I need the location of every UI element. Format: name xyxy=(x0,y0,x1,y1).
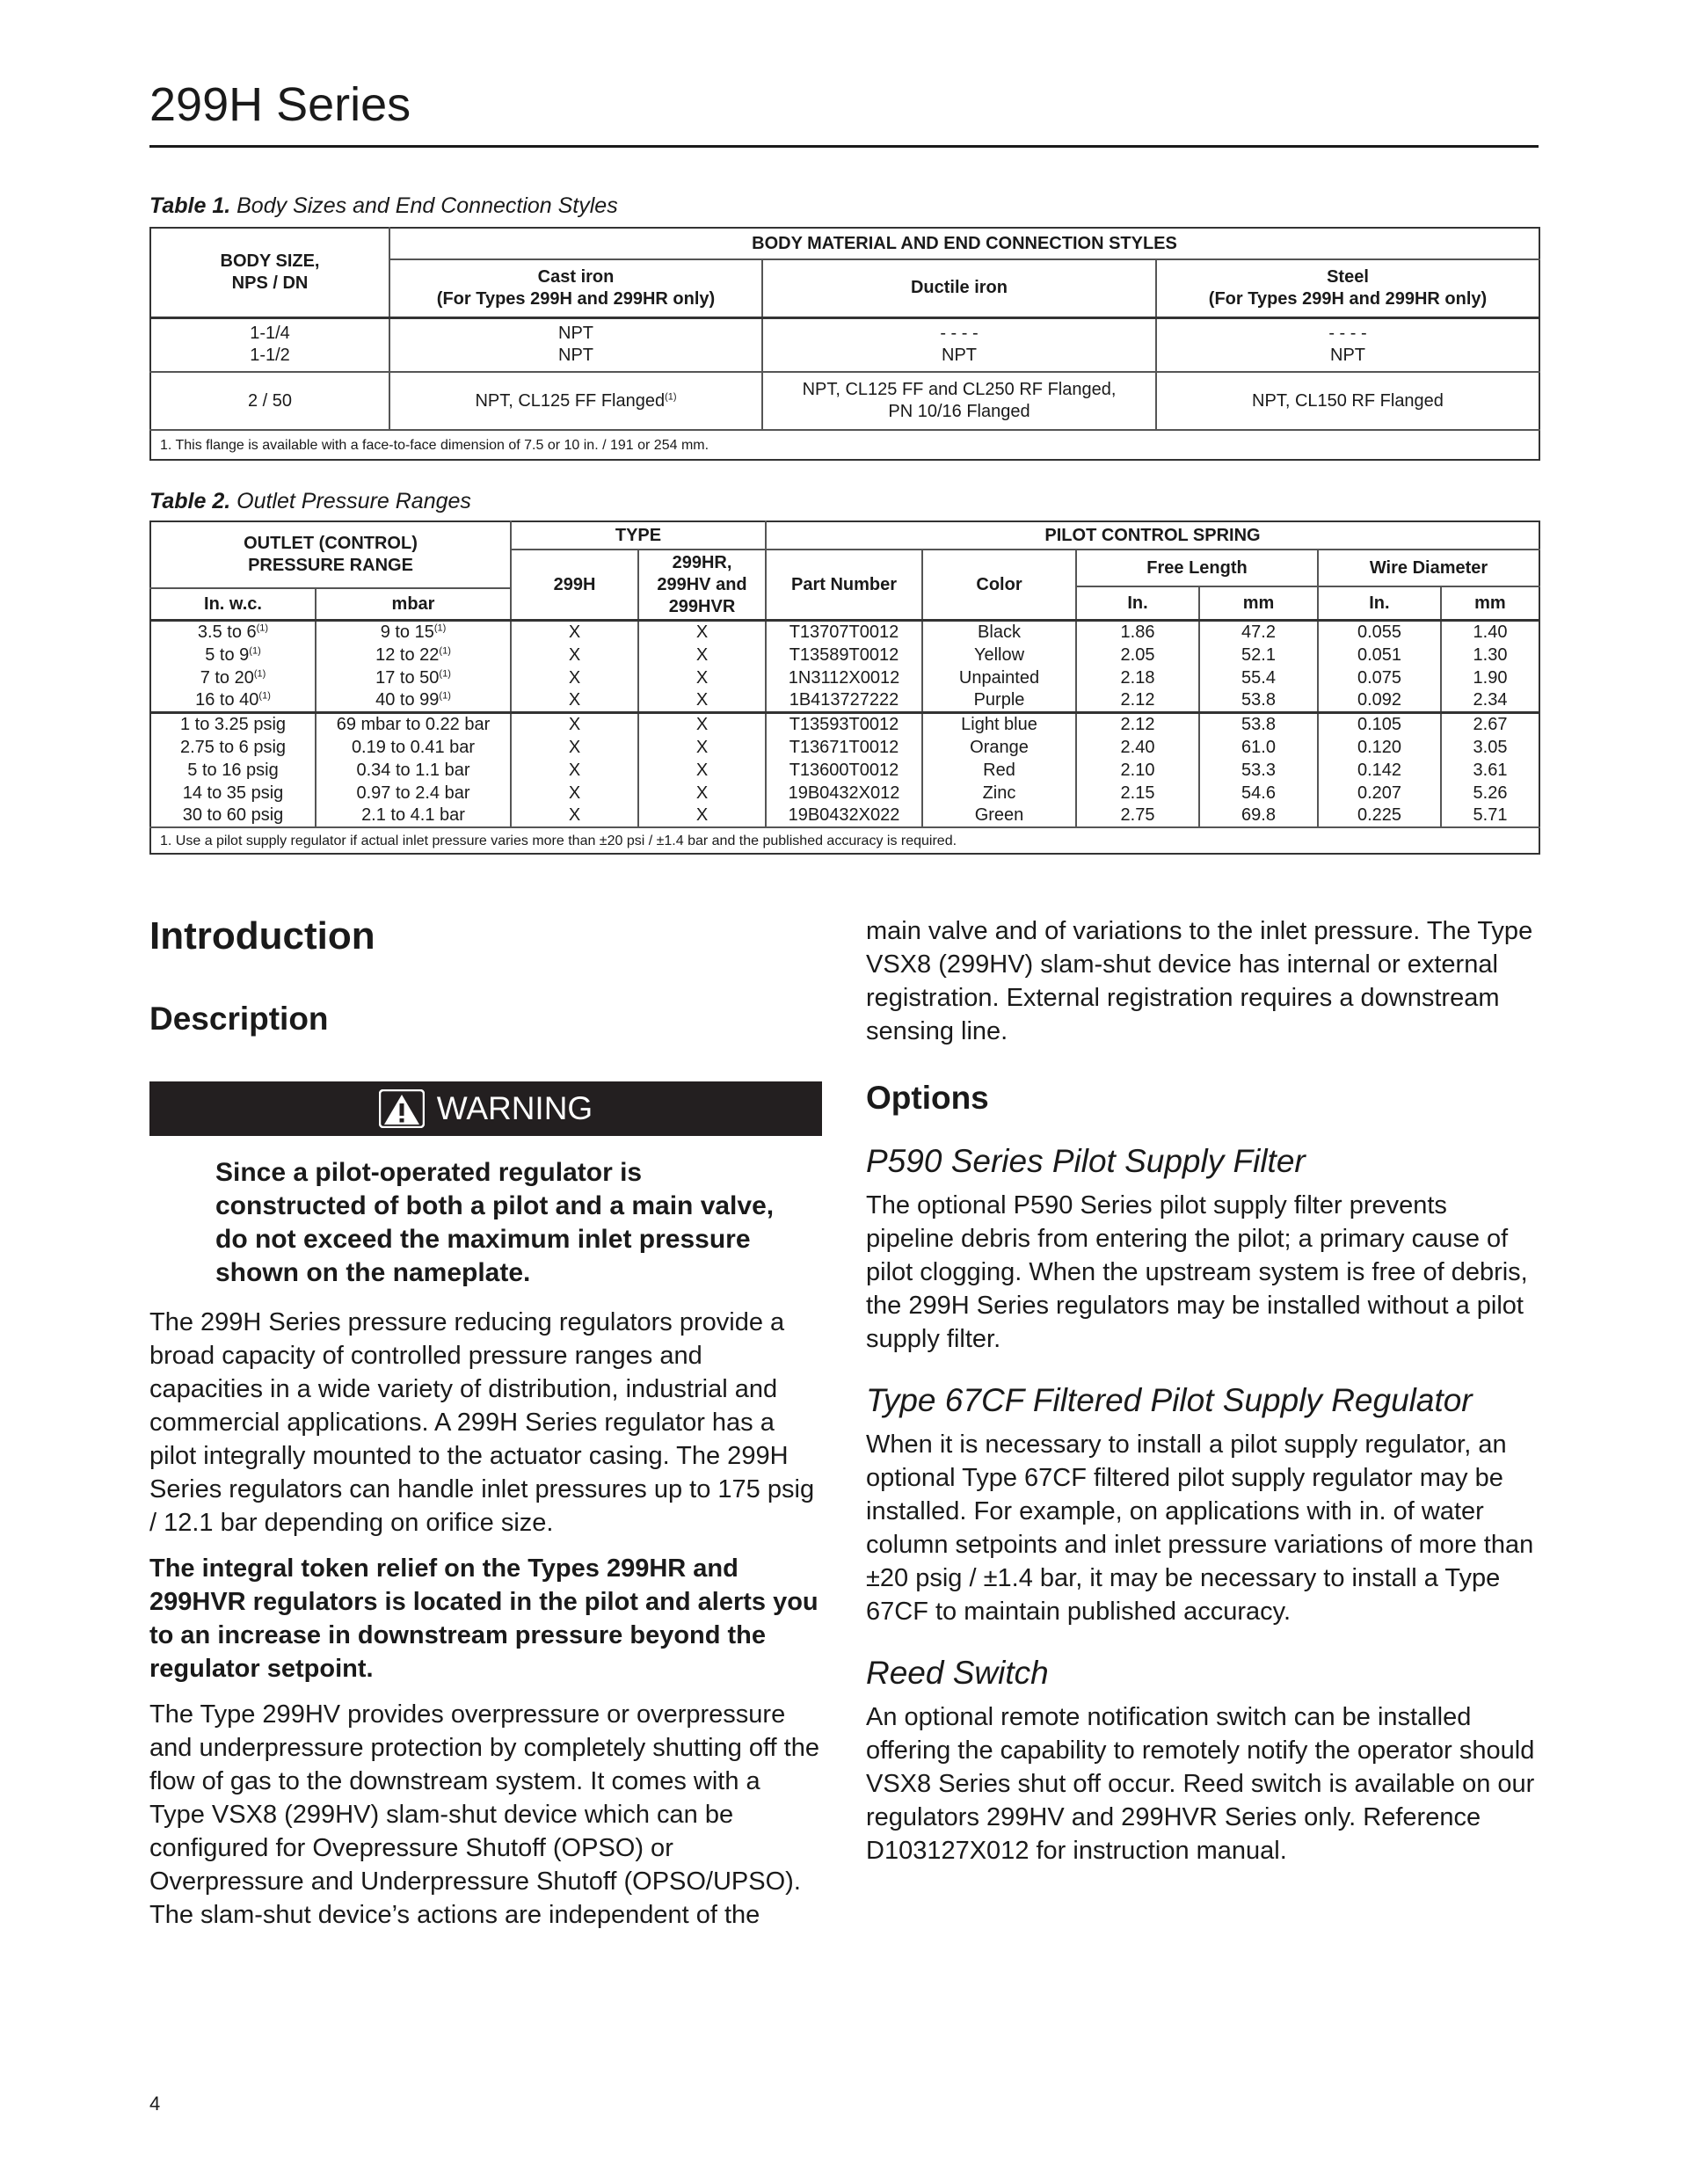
t2-cell-text: 1.86 xyxy=(1120,622,1155,642)
t2-cell xyxy=(1441,759,1539,782)
t2-cell xyxy=(1199,689,1318,713)
t2-cell-text: 1.30 xyxy=(1473,644,1508,665)
warning-label: WARNING xyxy=(436,1090,593,1126)
t2-cell-text: Zinc xyxy=(982,783,1016,803)
table1-caption-label: Table 1. xyxy=(149,193,231,218)
t2-cell xyxy=(150,736,316,759)
paragraph: The 299H Series pressure reducing regulators provide a broad capacity of controlled pressure ranges and capacities in a wide variety of distribution, industrial and commercial applications. A 299H Series regulator has a pilot integrally mounted to the actuator casing. The 299H Series regulators can handle inlet pressures up to 175 psig / 12.1 bar depending on orifice size. xyxy=(149,1308,815,1537)
t2-cell xyxy=(1318,782,1441,804)
paragraph-bold: The integral token relief on the Types 299HR and 299HVR regulators is located in the pilot and alerts you to an increase in downstream pressure beyond the regulator setpoint. xyxy=(149,1554,819,1683)
t2-cell xyxy=(316,713,511,737)
t2-cell-text: 2.05 xyxy=(1120,644,1155,665)
t2-cell-text: 40 to 99 xyxy=(375,690,440,710)
t2-cell-text: 5 to 9 xyxy=(205,644,250,665)
t2-cell-text: 9 to 15 xyxy=(380,622,434,642)
t2-cell xyxy=(1199,713,1318,737)
t2-cell xyxy=(922,804,1076,827)
t2-cell-text: X xyxy=(695,690,709,710)
t2-cell-text: 5 to 16 psig xyxy=(187,760,279,780)
t2-cell-text: Purple xyxy=(973,690,1025,710)
t2-cell xyxy=(150,621,316,644)
page-title: 299H Series xyxy=(149,78,411,131)
page-number: 4 xyxy=(149,2093,161,2115)
t2-head-free: Free Length xyxy=(1076,550,1318,586)
t2-cell-text: T13593T0012 xyxy=(789,715,899,734)
t2-cell xyxy=(1318,689,1441,713)
table2-caption-text: Outlet Pressure Ranges xyxy=(230,489,471,513)
t2-cell-text: 2.1 to 4.1 bar xyxy=(361,805,465,825)
t2-cell-text: 2.18 xyxy=(1120,667,1155,688)
t2-cell-text: Green xyxy=(974,805,1024,825)
t2-cell-text: 2.12 xyxy=(1120,715,1155,734)
t2-head-299h: 299H xyxy=(511,550,638,621)
t2-cell-text: 19B0432X012 xyxy=(788,783,900,803)
t2-cell-text: 1N3112X0012 xyxy=(788,667,900,688)
paragraph: The Type 299HV provides overpressure or overpressure and underpressure protection by completely shutting off the flow of gas to the downstream system. It comes with a Type VSX8 (299HV) slam-shut device which can be configured for Ovepressure Shutoff (OPSO) or Overpressure and Underpressure Shutoff (OPSO/UPSO). The slam-shut device’s actions are independent of the xyxy=(149,1700,819,1929)
t2-cell-text: 0.075 xyxy=(1357,667,1402,688)
introduction-heading: Introduction xyxy=(149,914,375,957)
t2-cell xyxy=(316,666,511,689)
t2-cell-text: X xyxy=(568,644,581,665)
t2-cell-text: 0.34 to 1.1 bar xyxy=(356,760,470,780)
t2-cell xyxy=(766,644,922,666)
t2-cell xyxy=(150,689,316,713)
t2-cell-text: 2.67 xyxy=(1473,715,1508,734)
t2-cell xyxy=(511,666,638,689)
t2-cell xyxy=(316,782,511,804)
t2-cell xyxy=(922,621,1076,644)
t2-head-mm1: mm xyxy=(1198,587,1317,619)
t2-cell xyxy=(150,713,316,737)
t2-cell xyxy=(766,689,922,713)
t2-cell-text: T13589T0012 xyxy=(789,644,899,665)
t2-cell-text: 53.3 xyxy=(1241,760,1276,780)
t2-cell xyxy=(1441,689,1539,713)
t2-cell xyxy=(1199,644,1318,666)
t2-cell xyxy=(766,621,922,644)
footnote-ref: (1) xyxy=(439,644,451,656)
t2-cell-text: X xyxy=(568,715,581,734)
t2-cell-text: 0.120 xyxy=(1357,737,1402,757)
t2-cell xyxy=(1076,644,1199,666)
table-row xyxy=(150,689,1539,713)
t2-cell xyxy=(1318,736,1441,759)
t2-cell-text: 0.142 xyxy=(1357,760,1402,780)
t2-cell-text: X xyxy=(568,690,581,710)
footnote-ref: (1) xyxy=(256,622,269,634)
t2-cell xyxy=(1318,759,1441,782)
t2-cell xyxy=(1076,736,1199,759)
t2-cell xyxy=(1441,782,1539,804)
t2-cell xyxy=(1318,804,1441,827)
options-heading: Options xyxy=(866,1080,989,1116)
t2-cell xyxy=(511,804,638,827)
t2-head-outlet: OUTLET (CONTROL) PRESSURE RANGE xyxy=(244,534,418,576)
table2 xyxy=(149,521,1540,855)
t2-head-mbar: mbar xyxy=(316,588,511,620)
t2-cell xyxy=(638,782,766,804)
t2-cell-text: 69.8 xyxy=(1241,805,1276,825)
footnote-ref: (1) xyxy=(439,667,451,679)
t2-cell xyxy=(1199,621,1318,644)
table-row xyxy=(150,666,1539,689)
t2-cell-text: X xyxy=(568,622,581,642)
t2-cell xyxy=(1318,644,1441,666)
t2-cell-text: 3.61 xyxy=(1473,760,1508,780)
t2-cell xyxy=(511,782,638,804)
t2-cell-text: 0.19 to 0.41 bar xyxy=(351,737,476,757)
t2-cell xyxy=(1076,713,1199,737)
t2-cell-text: X xyxy=(568,805,581,825)
t2-cell xyxy=(766,782,922,804)
t2-cell-text: 53.8 xyxy=(1241,690,1276,710)
t2-cell-text: 2.10 xyxy=(1120,760,1155,780)
t2-cell-text: Yellow xyxy=(973,644,1025,665)
t2-cell xyxy=(1441,644,1539,666)
t2-cell xyxy=(922,644,1076,666)
t2-cell-text: X xyxy=(695,715,709,734)
t2-cell xyxy=(1199,666,1318,689)
t2-cell-text: 2.12 xyxy=(1120,690,1155,710)
t2-cell-text: 7 to 20 xyxy=(200,667,254,688)
t2-cell-text: 0.105 xyxy=(1357,715,1402,734)
paragraph: The optional P590 Series pilot supply filter prevents pipeline debris from entering the pilot; a primary cause of pilot clogging. When the upstream system is free of debris, the 299H Series regulators may be installed without a pilot supply filter. xyxy=(866,1191,1528,1353)
table2-caption-label: Table 2. xyxy=(149,489,231,513)
t2-cell xyxy=(1441,804,1539,827)
t2-cell-text: X xyxy=(695,760,709,780)
t2-cell xyxy=(316,621,511,644)
t2-cell xyxy=(922,666,1076,689)
t2-cell xyxy=(922,782,1076,804)
table-row xyxy=(150,804,1539,827)
t2-cell-text: 0.055 xyxy=(1357,622,1402,642)
t2-cell xyxy=(1199,736,1318,759)
t2-cell-text: X xyxy=(568,783,581,803)
t1-cell: NPT, CL125 FF and CL250 RF Flanged, PN 10/16 Flanged xyxy=(762,372,1156,430)
t2-head-in1: In. xyxy=(1127,593,1148,613)
t2-cell xyxy=(766,804,922,827)
t2-head-color: Color xyxy=(922,550,1076,621)
reed-switch-heading: Reed Switch xyxy=(866,1655,1049,1691)
t2-cell-text: 1 to 3.25 psig xyxy=(179,715,287,734)
t2-cell xyxy=(1076,621,1199,644)
footnote-ref: (1) xyxy=(253,667,266,679)
t2-head-spring: PILOT CONTROL SPRING xyxy=(766,521,1539,550)
t2-cell xyxy=(316,736,511,759)
t2-cell-text: 2.75 to 6 psig xyxy=(179,737,287,757)
t2-cell-text: Black xyxy=(978,622,1021,642)
t2-cell xyxy=(150,666,316,689)
t1-head-steel: Steel (For Types 299H and 299HR only) xyxy=(1156,259,1539,317)
t2-cell xyxy=(766,759,922,782)
t1-head-ductile: Ductile iron xyxy=(762,259,1156,317)
t2-cell-text: 61.0 xyxy=(1241,737,1276,757)
t2-cell xyxy=(511,759,638,782)
footnote-ref: (1) xyxy=(439,690,451,702)
right-column xyxy=(866,914,1539,1880)
t2-cell-text: 14 to 35 psig xyxy=(182,783,284,803)
t2-cell-text: 47.2 xyxy=(1241,622,1276,642)
footnote-ref: (1) xyxy=(433,622,447,634)
t2-cell-text: 1.40 xyxy=(1473,622,1508,642)
t2-cell-text: T13707T0012 xyxy=(789,622,899,642)
table-row xyxy=(150,372,1539,430)
t2-cell xyxy=(1076,759,1199,782)
t2-cell xyxy=(316,644,511,666)
t2-cell xyxy=(1199,782,1318,804)
t2-cell-text: Red xyxy=(983,760,1015,780)
footnote-ref: (1) xyxy=(258,690,271,702)
t2-cell-text: 2.15 xyxy=(1120,783,1155,803)
footnote-ref: (1) xyxy=(665,390,677,402)
t2-cell-text: Light blue xyxy=(961,715,1037,734)
t1-cell: 2 / 50 xyxy=(150,372,389,430)
table1-caption-text: Body Sizes and End Connection Styles xyxy=(230,193,618,218)
t2-cell xyxy=(638,621,766,644)
t2-cell xyxy=(1441,736,1539,759)
t2-cell xyxy=(766,736,922,759)
t2-cell-text: X xyxy=(695,805,709,825)
warning-text: Since a pilot-operated regulator is constructed of both a pilot and a main valve, do not exceed the maximum inlet pressure shown on the nameplate. xyxy=(215,1158,775,1287)
t2-cell-text: 69 mbar to 0.22 bar xyxy=(336,715,491,734)
t2-cell xyxy=(638,759,766,782)
t2-head-inwc: In. w.c. xyxy=(150,588,316,620)
t2-head-wire: Wire Diameter xyxy=(1318,550,1539,586)
t2-cell-text: 5.71 xyxy=(1473,805,1508,825)
t2-cell xyxy=(1076,782,1199,804)
t2-head-mm2: mm xyxy=(1440,587,1539,619)
t2-cell xyxy=(1441,713,1539,737)
t2-cell-text: 52.1 xyxy=(1241,644,1276,665)
t1-cell: NPT NPT xyxy=(389,317,762,372)
t2-cell-text: Orange xyxy=(970,737,1029,757)
description-heading: Description xyxy=(149,1001,329,1037)
t2-cell xyxy=(922,713,1076,737)
t2-head-part: Part Number xyxy=(766,550,922,621)
table1 xyxy=(149,227,1540,461)
t2-cell xyxy=(150,759,316,782)
t2-cell-text: 1B413727222 xyxy=(789,690,899,710)
t2-head-in2: In. xyxy=(1369,593,1390,613)
t1-cell-text: NPT, CL125 FF Flanged xyxy=(475,390,666,411)
t2-cell xyxy=(316,759,511,782)
table1-caption xyxy=(149,193,618,219)
t1-cell: - - - - NPT xyxy=(762,317,1156,372)
t2-cell-text: 5.26 xyxy=(1473,783,1508,803)
t2-head-in-2 xyxy=(1318,586,1539,621)
table-row xyxy=(150,644,1539,666)
t2-cell-text: 30 to 60 psig xyxy=(182,805,284,825)
67cf-heading: Type 67CF Filtered Pilot Supply Regulator xyxy=(866,1382,1473,1418)
t2-cell xyxy=(1318,621,1441,644)
t2-cell xyxy=(1199,804,1318,827)
t1-head-body-size: BODY SIZE, NPS / DN xyxy=(150,228,389,317)
t2-cell-text: T13600T0012 xyxy=(789,760,899,780)
t2-cell xyxy=(638,689,766,713)
t2-cell xyxy=(922,689,1076,713)
t2-cell-text: X xyxy=(568,760,581,780)
t2-cell-text: 19B0432X022 xyxy=(788,805,900,825)
header-rule xyxy=(149,145,1539,148)
warning-triangle-icon xyxy=(379,1089,425,1128)
t1-cell: 1-1/4 1-1/2 xyxy=(250,324,290,366)
t2-cell xyxy=(922,759,1076,782)
t1-head-cast: Cast iron (For Types 299H and 299HR only) xyxy=(389,259,762,317)
t2-cell-text: X xyxy=(695,737,709,757)
t2-cell-text: X xyxy=(695,783,709,803)
t2-cell xyxy=(511,736,638,759)
t2-cell-text: 2.75 xyxy=(1120,805,1155,825)
p590-heading: P590 Series Pilot Supply Filter xyxy=(866,1143,1306,1179)
t1-footnote: 1. This flange is available with a face-to-face dimension of 7.5 or 10 in. / 191 or 254 mm. xyxy=(150,430,1539,460)
t2-cell xyxy=(638,804,766,827)
t2-head-type: TYPE xyxy=(511,521,766,550)
t2-cell-text: Unpainted xyxy=(958,667,1040,688)
t2-cell-text: 12 to 22 xyxy=(375,644,440,665)
t2-cell xyxy=(150,782,316,804)
paragraph: An optional remote notification switch can be installed offering the capability to remotely notify the operator should VSX8 Series shut off occur. Reed switch is available on our regulators 299HV and 299HVR Series only. Reference D103127X012 for instruction manual. xyxy=(866,1703,1535,1865)
table-row xyxy=(150,759,1539,782)
t2-cell-text: 55.4 xyxy=(1241,667,1276,688)
t2-cell xyxy=(1199,759,1318,782)
t1-cell: - - - - NPT xyxy=(1156,317,1539,372)
table-row xyxy=(150,317,1539,372)
t2-cell xyxy=(1076,666,1199,689)
t2-cell xyxy=(150,644,316,666)
t2-head-in-1 xyxy=(1076,586,1318,621)
t1-cell: NPT, CL150 RF Flanged xyxy=(1156,372,1539,430)
t2-cell xyxy=(511,644,638,666)
t2-cell-text: 0.207 xyxy=(1357,783,1402,803)
t2-cell-text: 17 to 50 xyxy=(375,667,440,688)
t2-cell xyxy=(150,804,316,827)
t2-cell-text: 3.05 xyxy=(1473,737,1508,757)
t2-cell-text: 54.6 xyxy=(1241,783,1276,803)
paragraph: When it is necessary to install a pilot supply regulator, an optional Type 67CF filtered pilot supply regulator may be installed. For example, on applications with in. of water column setpoints and inlet pressure variations of more than ±20 psig / ±1.4 bar, it may be necessary to install a Type 67CF to maintain published accuracy. xyxy=(866,1431,1534,1626)
t1-head-group: BODY MATERIAL AND END CONNECTION STYLES xyxy=(389,228,1539,259)
t2-cell xyxy=(1318,666,1441,689)
t2-cell xyxy=(638,736,766,759)
t2-cell-text: X xyxy=(568,667,581,688)
table-row xyxy=(150,713,1539,737)
t2-cell-text: 2.40 xyxy=(1120,737,1155,757)
t2-cell xyxy=(922,736,1076,759)
t2-cell xyxy=(638,713,766,737)
t2-cell xyxy=(1318,713,1441,737)
t2-cell-text: 3.5 to 6 xyxy=(197,622,257,642)
t2-cell-text: 0.225 xyxy=(1357,805,1402,825)
t2-cell xyxy=(766,666,922,689)
t2-head-299hr: 299HR, 299HV and 299HVR xyxy=(638,550,766,621)
t2-cell-text: T13671T0012 xyxy=(789,737,899,757)
t2-cell-text: 0.092 xyxy=(1357,690,1402,710)
t2-cell xyxy=(638,666,766,689)
paragraph: main valve and of variations to the inlet pressure. The Type VSX8 (299HV) slam-shut device has internal or external registration. External registration requires a downstream sensing line. xyxy=(866,917,1533,1045)
t2-footnote: 1. Use a pilot supply regulator if actual inlet pressure varies more than ±20 psi / ±1.4 bar and the published accuracy is required. xyxy=(150,827,1539,854)
left-column xyxy=(149,1306,822,1944)
t2-cell xyxy=(511,621,638,644)
t2-cell xyxy=(1076,689,1199,713)
t2-cell xyxy=(511,689,638,713)
t2-cell xyxy=(1441,621,1539,644)
table-row xyxy=(150,736,1539,759)
t2-cell xyxy=(316,689,511,713)
table2-caption xyxy=(149,489,471,514)
t2-cell xyxy=(638,644,766,666)
t2-cell-text: X xyxy=(695,622,709,642)
footnote-ref: (1) xyxy=(249,644,261,656)
warning-banner xyxy=(149,1081,822,1136)
table-row xyxy=(150,782,1539,804)
t1-cell xyxy=(389,372,762,430)
t2-cell-text: 16 to 40 xyxy=(195,690,259,710)
t2-cell-text: X xyxy=(695,667,709,688)
t2-cell xyxy=(1076,804,1199,827)
t2-cell-text: 1.90 xyxy=(1473,667,1508,688)
t2-cell-text: 0.051 xyxy=(1357,644,1402,665)
table-row xyxy=(150,621,1539,644)
t2-cell-text: X xyxy=(568,737,581,757)
t2-cell xyxy=(316,804,511,827)
t2-cell xyxy=(766,713,922,737)
t2-cell-text: 2.34 xyxy=(1473,690,1508,710)
t2-cell-text: X xyxy=(695,644,709,665)
t2-cell xyxy=(511,713,638,737)
t2-cell-text: 53.8 xyxy=(1241,715,1276,734)
t2-cell-text: 0.97 to 2.4 bar xyxy=(356,783,470,803)
t2-cell xyxy=(1441,666,1539,689)
